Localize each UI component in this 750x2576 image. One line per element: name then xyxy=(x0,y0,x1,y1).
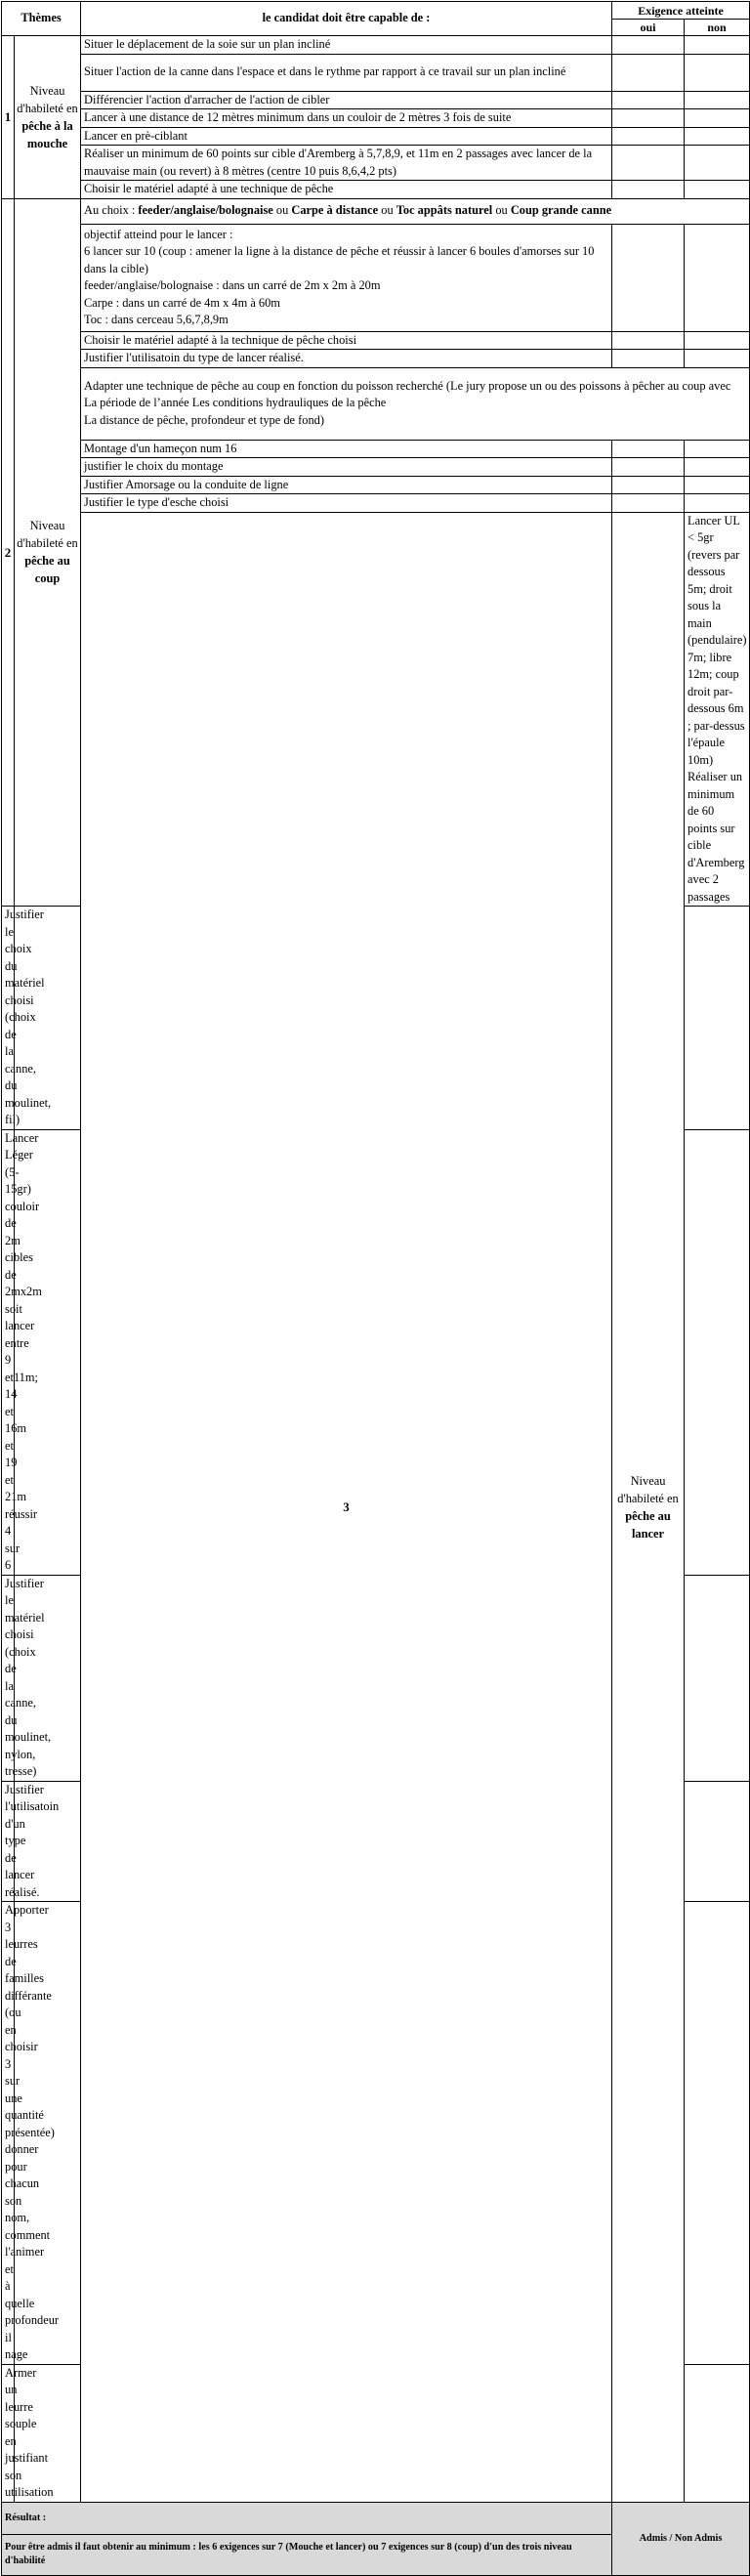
section-theme: Niveau d'habileté en pêche au coup xyxy=(15,198,81,907)
criterion: Différencier l'action d'arracher de l'action de cibler xyxy=(81,91,612,109)
checkbox-non[interactable] xyxy=(685,1575,750,1781)
section-number: 2 xyxy=(2,198,15,907)
checkbox-oui[interactable] xyxy=(612,494,685,513)
criterion: Apporter 3 leurres de familles différante (ou en choisir 3 sur une quantité présentée) donner pour chacun son nom, comment l'animer et à quelle profondeur il nage xyxy=(2,1902,15,2365)
criterion: Justifier l'utilisatoin d'un type de lancer réalisé. xyxy=(2,1781,15,1902)
checkbox-non[interactable] xyxy=(685,1902,750,2365)
checkbox-non[interactable] xyxy=(685,224,750,331)
checkbox-oui[interactable] xyxy=(612,146,685,181)
criterion: Choisir le matériel adapté à la technique de pêche choisi xyxy=(81,331,612,350)
criterion-lancer-ul: Lancer UL < 5gr (revers par dessous 5m; droit sous la main (pendulaire) 7m; libre 12m; coup droit par-dessous 6m ; par-dessus l'épaule 10m) Réaliser un minimum de 60 points sur cible d'Aremberg avec 2 passages xyxy=(685,512,750,907)
checkbox-non[interactable] xyxy=(685,109,750,128)
checkbox-oui[interactable] xyxy=(612,458,685,477)
evaluation-grid xyxy=(1,1,750,2576)
criterion: Montage d'un hameçon num 16 xyxy=(81,440,612,458)
checkbox-non[interactable] xyxy=(685,146,750,181)
checkbox-non[interactable] xyxy=(685,350,750,368)
criterion: Lancer Léger (5-15gr) couloir de 2m cibles de 2mx2m soit lancer entre 9 et11m; 14 et 16m et 19 et 21m réussir 4 sur 6 xyxy=(2,1129,15,1575)
checkbox-non[interactable] xyxy=(685,1781,750,1902)
section-number: 1 xyxy=(2,36,15,199)
checkbox-non[interactable] xyxy=(685,36,750,55)
criterion: Lancer à une distance de 12 mètres minimum dans un couloir de 2 mètres 3 fois de suite xyxy=(81,109,612,128)
checkbox-oui[interactable] xyxy=(612,440,685,458)
section-number: 3 xyxy=(81,512,612,2502)
checkbox-oui[interactable] xyxy=(612,36,685,55)
checkbox-non[interactable] xyxy=(685,91,750,109)
checkbox-non[interactable] xyxy=(685,2364,750,2502)
criterion: Justifier l'utilisatoin du type de lancer réalisé. xyxy=(81,350,612,368)
checkbox-non[interactable] xyxy=(685,907,750,1130)
condition-text: Pour être admis il faut obtenir au minimum : les 6 exigences sur 7 (Mouche et lancer) ou 7 exigences sur 8 (coup) d'un des trois niveau d'habilité xyxy=(2,2534,612,2575)
checkbox-oui[interactable] xyxy=(612,476,685,494)
checkbox-oui[interactable] xyxy=(612,109,685,128)
checkbox-non[interactable] xyxy=(685,127,750,146)
checkbox-oui[interactable] xyxy=(612,331,685,350)
checkbox-non[interactable] xyxy=(685,494,750,513)
admis-label: Admis / Non Admis xyxy=(612,2502,750,2575)
checkbox-oui[interactable] xyxy=(15,2364,81,2502)
header-capable: le candidat doit être capable de : xyxy=(81,2,612,36)
section-theme: Niveau d'habileté en pêche à la mouche xyxy=(15,36,81,199)
checkbox-oui[interactable] xyxy=(612,224,685,331)
checkbox-oui[interactable] xyxy=(612,181,685,199)
criterion: Justifier Amorsage ou la conduite de ligne xyxy=(81,476,612,494)
checkbox-non[interactable] xyxy=(685,1129,750,1575)
header-themes: Thèmes xyxy=(2,2,81,36)
header-oui: oui xyxy=(612,20,685,36)
adapter-row: Adapter une technique de pêche au coup en fonction du poisson recherché (Le jury propose un ou des poissons à pêcher au coup avec La période de l’année Les conditions hydrauliques de la pêche La distance de pêche, profondeur et type de fond) xyxy=(81,367,750,440)
checkbox-oui[interactable] xyxy=(612,127,685,146)
checkbox-non[interactable] xyxy=(685,181,750,199)
criterion: justifier le choix du montage xyxy=(81,458,612,477)
checkbox-oui[interactable] xyxy=(612,350,685,368)
resultat-label: Résultat : xyxy=(2,2502,612,2534)
criterion: Choisir le matériel adapté à une technique de pêche xyxy=(81,181,612,199)
criterion: Armer un leurre souple en justifiant son utilisation xyxy=(2,2364,15,2502)
criterion: Réaliser un minimum de 60 points sur cible d'Aremberg à 5,7,8,9, et 11m en 2 passages avec lancer de la mauvaise main (ou revert) à 8 mètres (centre 10 puis 8,6,4,2 pts) xyxy=(81,146,612,181)
checkbox-non[interactable] xyxy=(685,440,750,458)
checkbox-non[interactable] xyxy=(685,476,750,494)
checkbox-oui[interactable] xyxy=(612,54,685,91)
criterion: Justifier le type d'esche choisi xyxy=(81,494,612,513)
header-exigence: Exigence atteinte xyxy=(612,2,750,20)
checkbox-non[interactable] xyxy=(685,458,750,477)
criterion-objectif: objectif atteind pour le lancer : 6 lancer sur 10 (coup : amener la ligne à la distance de pêche et réussir à lancer 6 boules d'amorses sur 10 dans la cible) feeder/anglaise/bolognaise : dans un carré de 2m x 2m à 20m Carpe : dans un carré de 4m x 4m à 60m Toc : dans cerceau 5,6,7,8,9m xyxy=(81,224,612,331)
checkbox-oui[interactable] xyxy=(612,91,685,109)
checkbox-non[interactable] xyxy=(685,54,750,91)
criterion: Situer l'action de la canne dans l'espace et dans le rythme par rapport à ce travail sur un plan incliné xyxy=(81,54,612,91)
header-non: non xyxy=(685,20,750,36)
criterion: Lancer en prè-ciblant xyxy=(81,127,612,146)
criterion: Justifier le choix du matériel choisi (choix de la canne, du moulinet, fil) xyxy=(2,907,15,1130)
criterion: Situer le déplacement de la soie sur un plan incliné xyxy=(81,36,612,55)
checkbox-non[interactable] xyxy=(685,331,750,350)
section-theme: Niveau d'habileté en pêche au lancer xyxy=(612,512,685,2502)
choice-row: Au choix : feeder/anglaise/bolognaise ou Carpe à distance ou Toc appâts naturel ou Coup grande canne xyxy=(81,198,750,224)
criterion: Justifier le matériel choisi (choix de la canne, du moulinet, nylon, tresse) xyxy=(2,1575,15,1781)
